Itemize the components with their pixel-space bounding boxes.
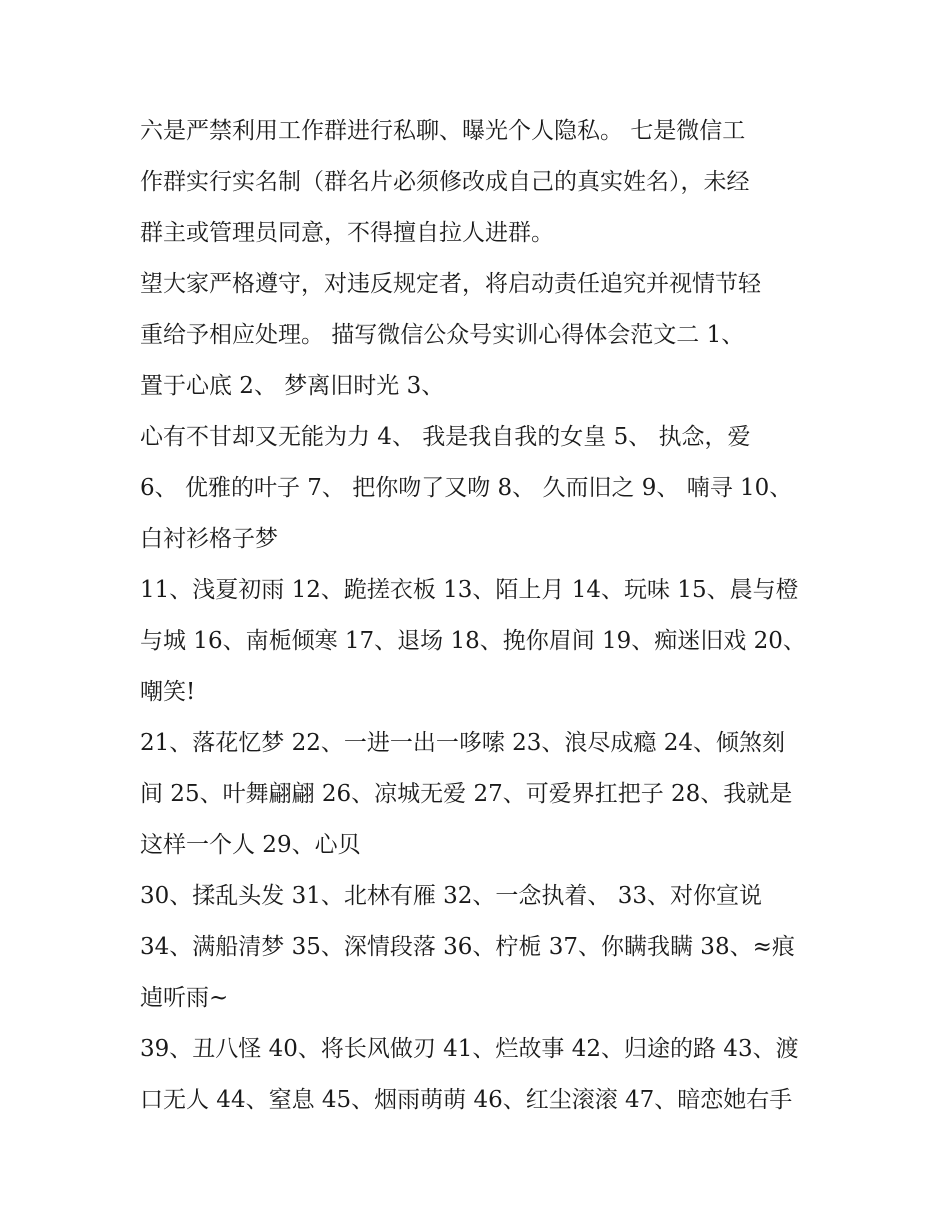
body-text — [140, 106, 820, 1126]
text-line: 重给予相应处理。 描写微信公众号实训心得体会范文二 1、 — [140, 322, 745, 348]
text-line: 心有不甘却又无能为力 4、 我是我自我的女皇 5、 执念，爱 — [140, 424, 751, 450]
text-line: 39、丑八怪 40、将长风做刃 41、烂故事 42、归途的路 43、渡 — [140, 1036, 799, 1062]
text-line: 口无人 44、窒息 45、烟雨萌萌 46、红尘滚滚 47、暗恋她右手 — [140, 1087, 793, 1113]
text-line: 与城 16、南栀倾寒 17、退场 18、挽你眉间 19、痴迷旧戏 20、 — [140, 628, 806, 654]
text-line: 34、满船清梦 35、深情段落 36、柠栀 37、你瞒我瞒 38、≈痕 — [140, 934, 795, 960]
text-line: 21、落花忆梦 22、一进一出一哆嗦 23、浪尽成瘾 24、倾煞刻 — [140, 730, 785, 756]
text-line: 白衬衫格子梦 — [140, 526, 278, 552]
text-line: 群主或管理员同意，不得擅自拉人进群。 — [140, 220, 554, 246]
text-line: 间 25、叶舞翩翩 26、凉城无爱 27、可爱界扛把子 28、我就是 — [140, 781, 793, 807]
text-line: 望大家严格遵守，对违反规定者，将启动责任追究并视情节轻 — [140, 271, 761, 297]
text-line: 这样一个人 29、心贝 — [140, 832, 361, 858]
text-line: 嘲笑! — [140, 679, 196, 705]
text-line: 6、 优雅的叶子 7、 把你吻了又吻 8、 久而旧之 9、 喃寻 10、 — [140, 475, 793, 501]
text-line: 置于心底 2、 梦离旧时光 3、 — [140, 373, 445, 399]
text-line: 作群实行实名制（群名片必须修改成自己的真实姓名），未经 — [140, 169, 750, 195]
text-line: 30、揉乱头发 31、北林有雁 32、一念执着、 33、对你宣说 — [140, 883, 762, 909]
text-line: 11、浅夏初雨 12、跪搓衣板 13、陌上月 14、玩味 15、晨与橙 — [140, 577, 799, 603]
text-line: 六是严禁利用工作群进行私聊、曝光个人隐私。 七是微信工 — [140, 118, 746, 144]
text-line: 逌听雨~ — [140, 985, 229, 1011]
